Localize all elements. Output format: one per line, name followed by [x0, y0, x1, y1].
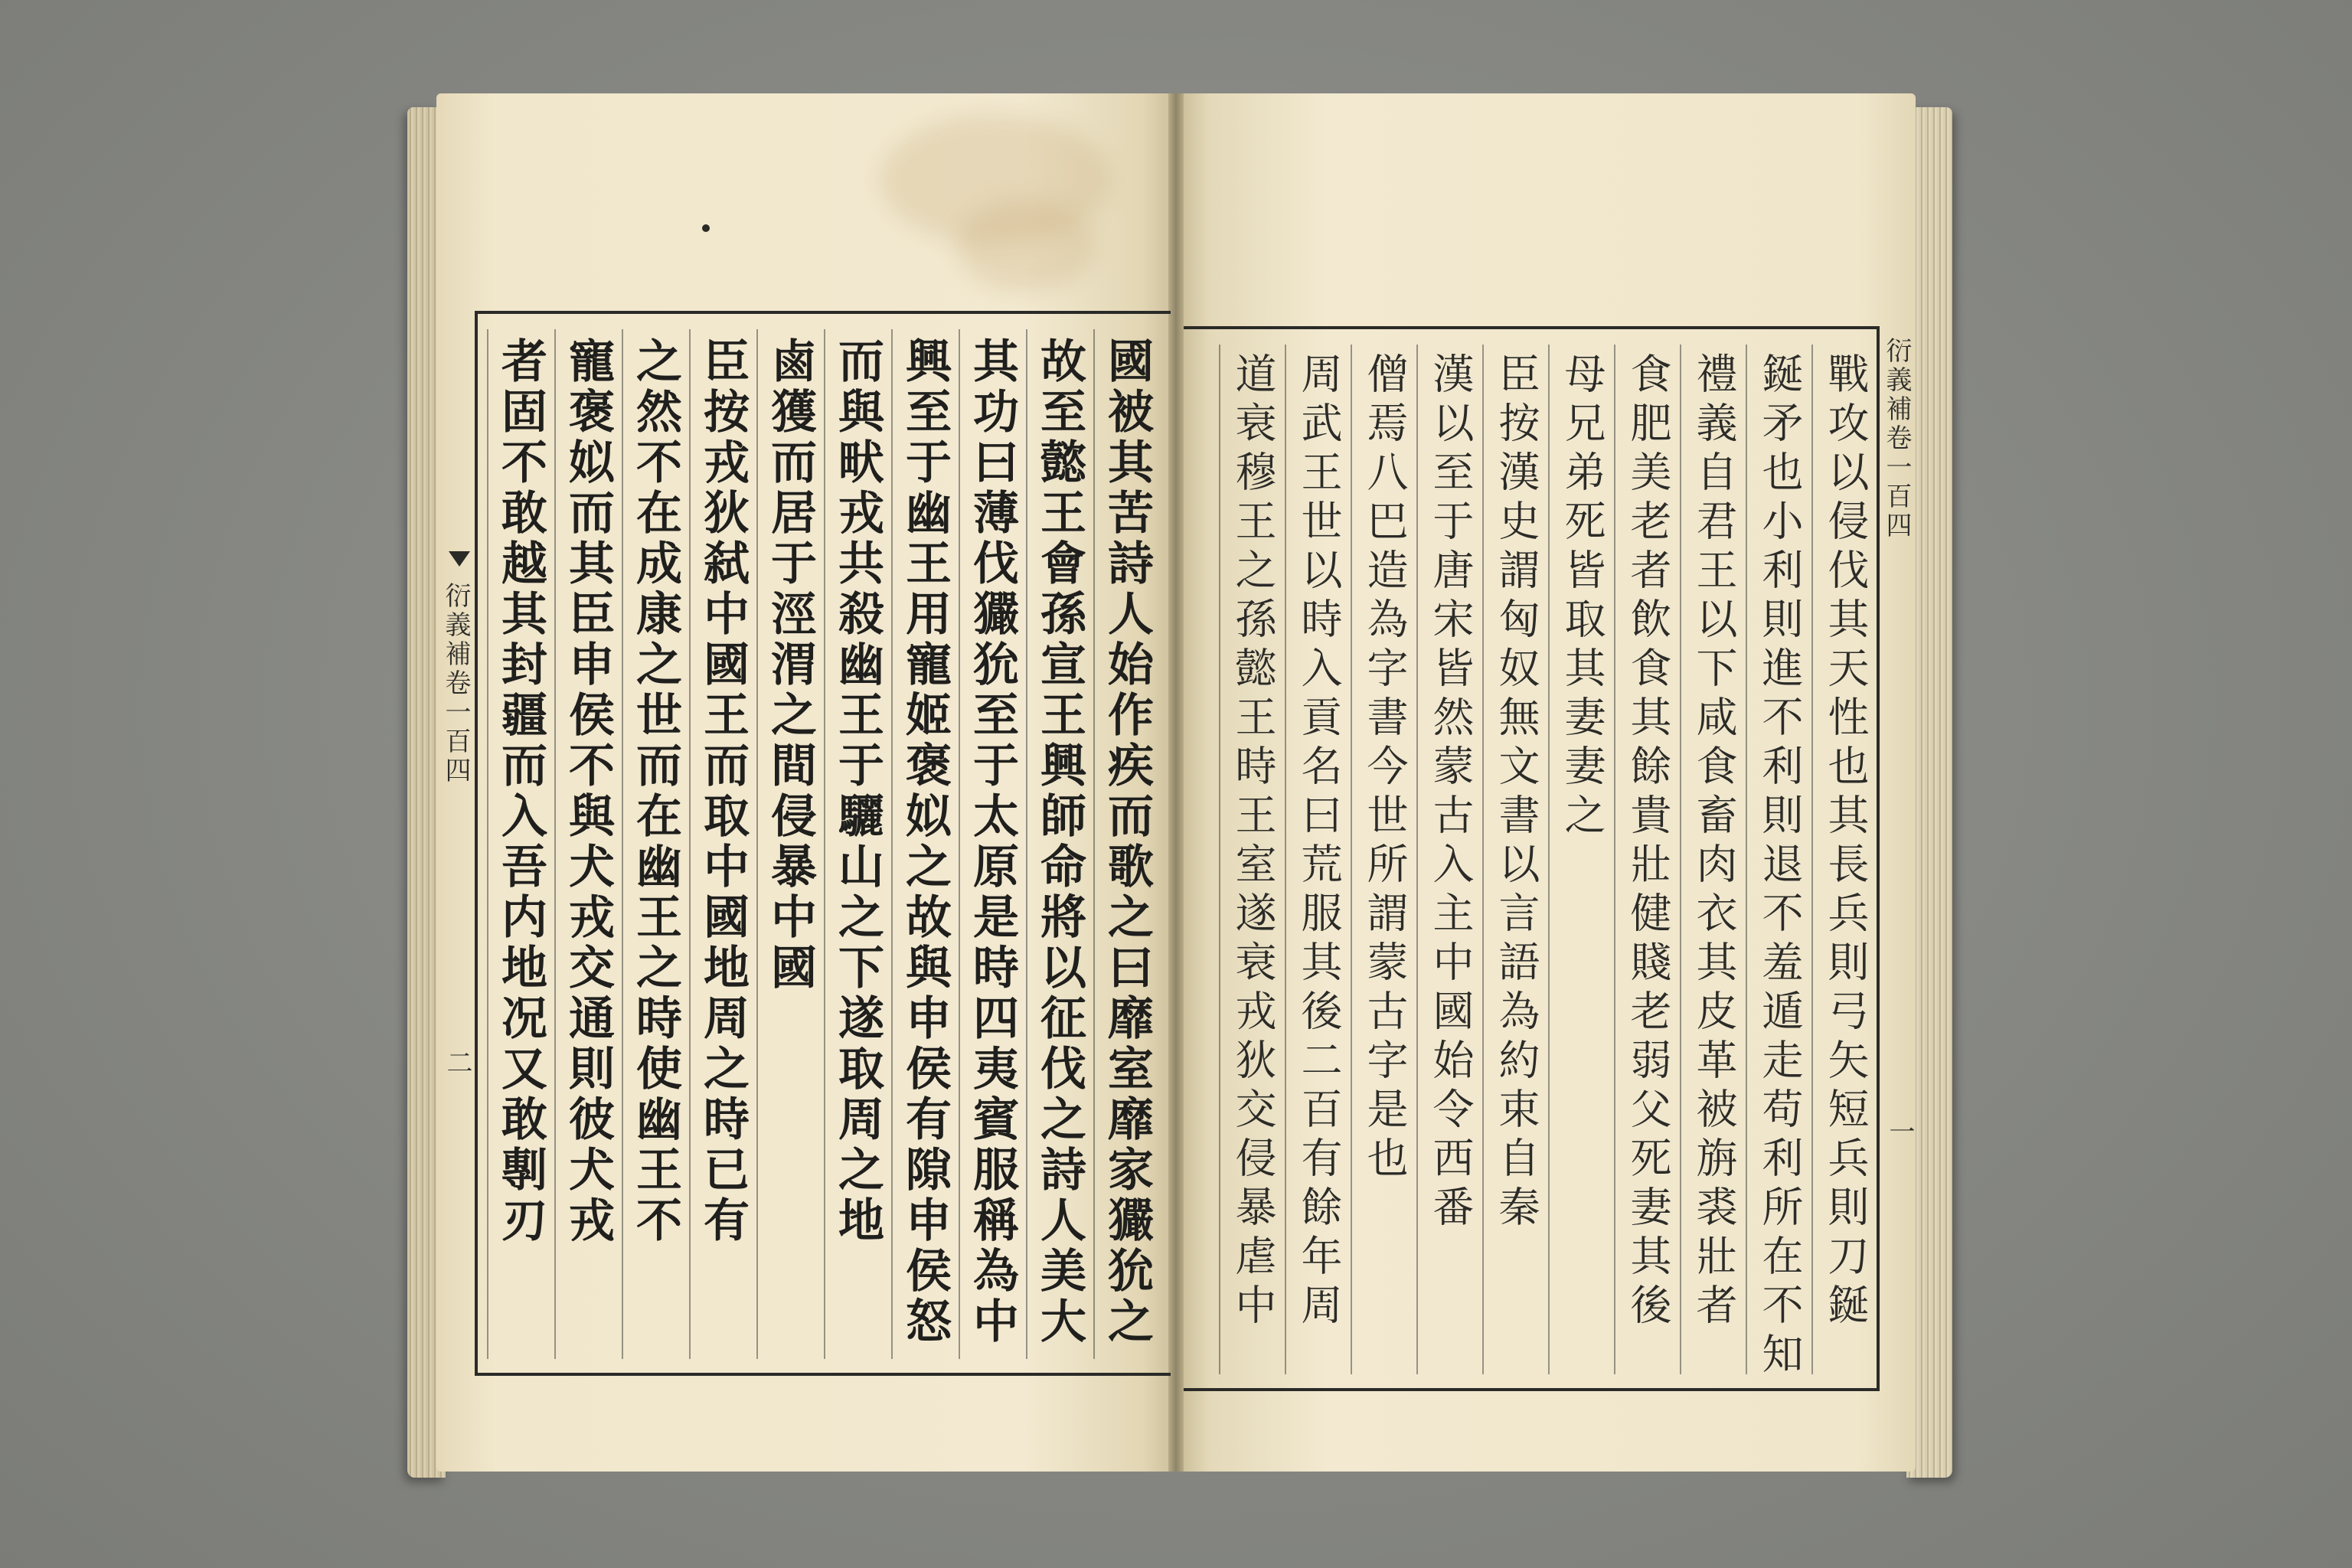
column-text: 鹵獲而居于涇渭之間侵暴中國	[763, 337, 817, 994]
column-text: 道衰穆王之孫懿王時王室遂衰戎狄交侵暴虐中	[1229, 352, 1277, 1332]
text-column	[487, 329, 553, 1359]
column-text: 僧焉八巴造為字書今世所謂蒙古字是也	[1361, 352, 1409, 1185]
paper-stain	[957, 199, 1095, 291]
text-column	[1219, 345, 1285, 1374]
text-column	[891, 329, 957, 1359]
text-column	[1351, 345, 1416, 1374]
column-text: 之然不在成康之世而在幽王之時使幽王不	[629, 337, 682, 1246]
column-text: 而與畎戎共殺幽王于驪山之下遂取周之地	[831, 337, 884, 1246]
column-text: 其功曰薄伐玁狁至于太原是時四夷賓服稱為中	[965, 337, 1019, 1348]
text-column	[1548, 345, 1614, 1374]
text-column	[824, 329, 890, 1359]
column-text: 周武王世以時入貢名曰荒服其後二百有餘年周	[1295, 352, 1343, 1332]
folio-number: 一	[1884, 1118, 1915, 1147]
text-column	[1482, 345, 1548, 1374]
margin-title: 衍義補卷一百四	[440, 582, 471, 786]
column-text: 臣按漢史謂匈奴無文書以言語為約束自秦	[1492, 352, 1540, 1234]
text-column	[1680, 345, 1746, 1374]
column-text: 國被其苦詩人始作疾而歌之曰靡室靡家玁狁之	[1100, 337, 1154, 1348]
text-column	[1416, 345, 1482, 1374]
column-text: 故至懿王會孫宣王興師命將以征伐之詩人美大	[1033, 337, 1086, 1348]
text-column	[959, 329, 1024, 1359]
column-text: 臣按戎狄弑中國王而取中國地周之時已有	[696, 337, 750, 1246]
text-column	[1811, 345, 1877, 1374]
fishtail-mark	[449, 551, 470, 579]
column-text: 食肥美老者飲食其餘貴壯健賤老弱父死妻其後	[1624, 352, 1672, 1332]
margin-title: 衍義補卷一百四	[1881, 337, 1912, 541]
column-text: 母兄弟死皆取其妻妻之	[1558, 352, 1606, 842]
column-text: 興至于幽王用寵姬褒姒之故與申侯有隙申侯怒	[898, 337, 952, 1348]
column-text: 戰攻以侵伐其天性也其長兵則弓矢短兵則刀鋋	[1821, 352, 1870, 1332]
text-column	[1026, 329, 1092, 1359]
text-column	[1614, 345, 1680, 1374]
text-column	[1746, 345, 1811, 1381]
column-text: 者固不敢越其封疆而入吾内地况又敢剸刃	[494, 337, 547, 1246]
text-column	[1285, 345, 1351, 1374]
text-column	[554, 329, 620, 1359]
text-column	[756, 329, 822, 1359]
text-column	[689, 329, 755, 1359]
text-column	[1093, 329, 1159, 1359]
text-column	[622, 329, 688, 1359]
column-text: 鋋矛也小利則進不利則退不羞遁走苟利所在不知	[1756, 352, 1804, 1381]
column-text: 禮義自君王以下咸食畜肉衣其皮革被旃裘壯者	[1690, 352, 1738, 1332]
folio-number: 二	[442, 1049, 472, 1078]
column-text: 寵褒姒而其臣申侯不與犬戎交通則彼犬戎	[561, 337, 615, 1246]
ink-speck	[702, 224, 710, 232]
column-text: 漢以至于唐宋皆然蒙古入主中國始令西番	[1426, 352, 1475, 1234]
book-gutter	[1168, 93, 1184, 1472]
